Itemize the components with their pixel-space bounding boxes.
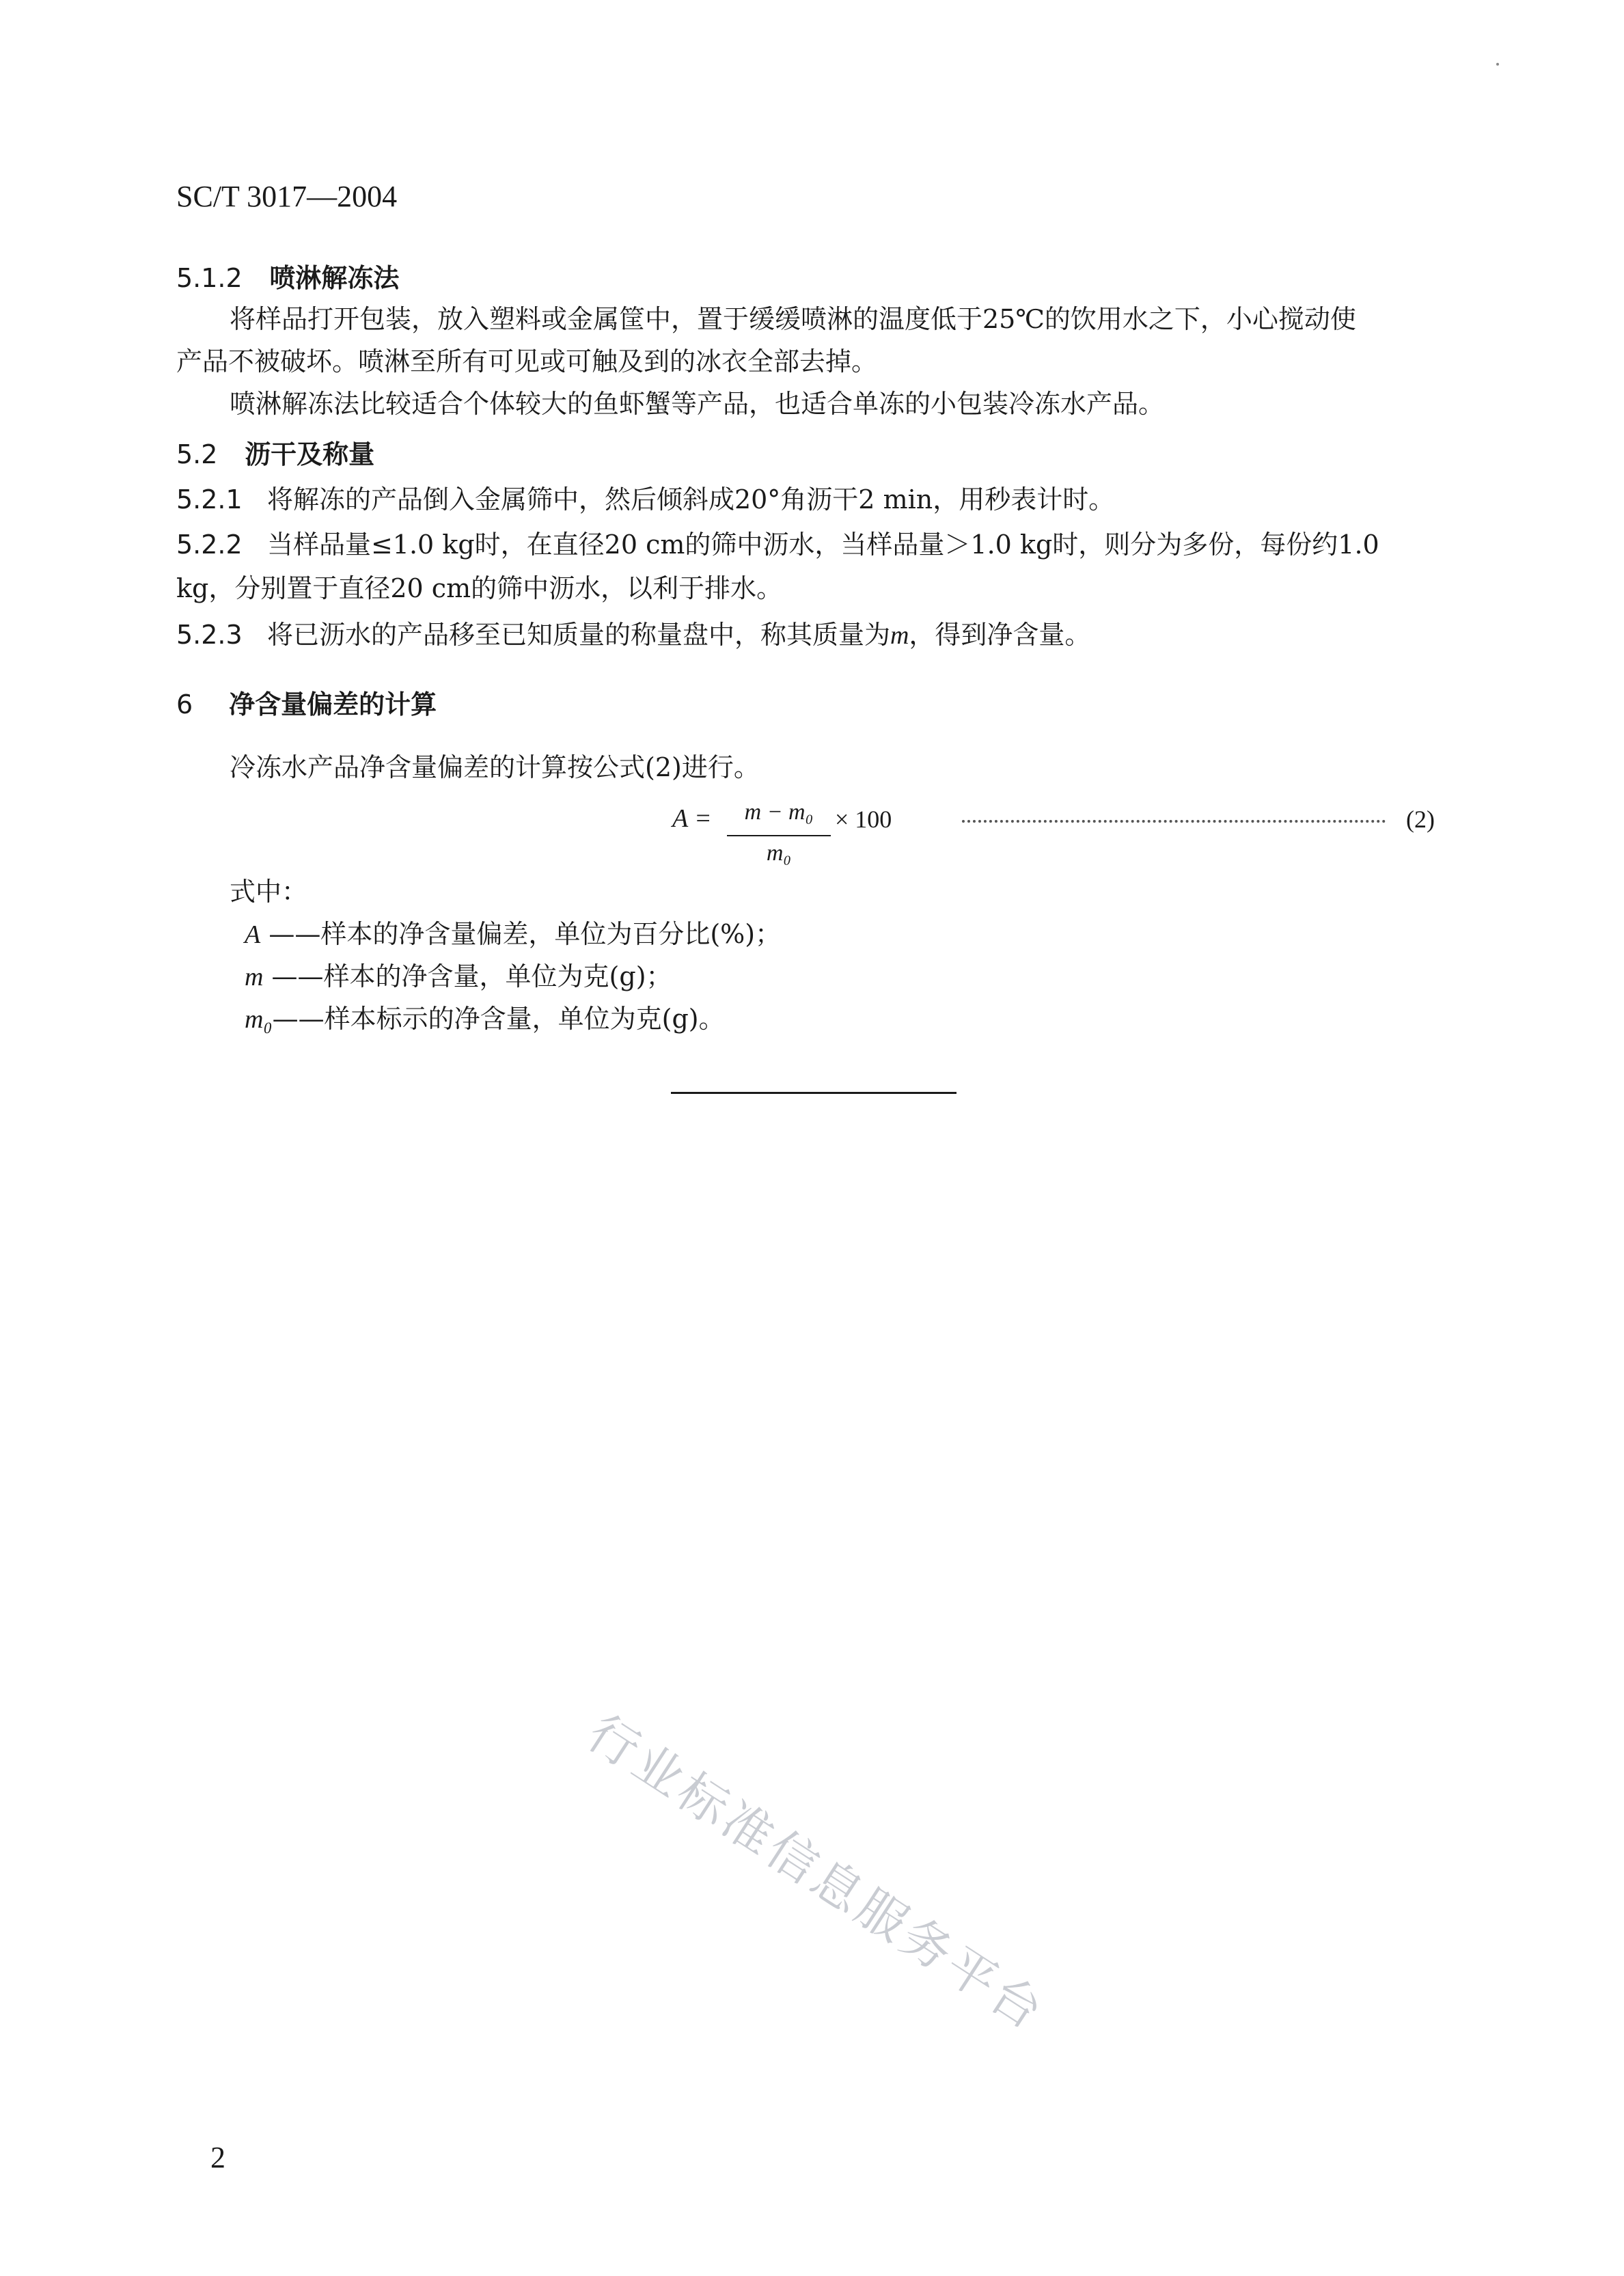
where-item (245, 955, 672, 993)
section-5-2-1 (176, 478, 1114, 516)
section-5-1-2-heading (176, 257, 399, 294)
formula-number: (2) (1406, 806, 1435, 833)
standard-code: SC/T 3017—2004 (176, 180, 398, 213)
paragraph-line: 将样品打开包装，放入塑料或金属筐中，置于缓缓喷淋的温度低于25℃的饮用水之下，小心搅动使 (230, 304, 1356, 334)
description: ——样本的净含量，单位为克(g)； (271, 961, 672, 991)
formula-numerator: m − m₀ (744, 799, 814, 825)
section-5-2-2 (176, 523, 1379, 561)
section-text: 当样品量≤1.0 kg时，在直径20 cm的筛中沥水，当样品量＞1.0 kg时，则分为多份，每份约1.0 (266, 530, 1379, 560)
paragraph-line: 产品不被破坏。喷淋至所有可见或可触及到的冰衣全部去掉。 (176, 346, 878, 376)
section-text: 将解冻的产品倒入金属筛中，然后倾斜成20°角沥干2 min，用秒表计时。 (266, 484, 1115, 515)
section-number: 5.1.2 (176, 263, 243, 293)
section-text: 将已沥水的产品移至已知质量的称量盘中，称其质量为 (266, 620, 890, 650)
section-6-heading (176, 683, 437, 721)
section-number: 5.2 (176, 439, 218, 469)
page-number: 2 (210, 2141, 225, 2174)
section-number: 5.2.2 (176, 530, 243, 560)
formula-denominator: m₀ (766, 840, 792, 866)
end-rule (671, 1092, 956, 1094)
where-item (245, 913, 781, 950)
symbol: m₀ (245, 1005, 273, 1034)
section-title: 沥干及称量 (245, 439, 375, 469)
description: ——样本的净含量偏差，单位为百分比(%)； (269, 919, 782, 949)
section-text: ，得到净含量。 (909, 620, 1091, 650)
section-number: 5.2.1 (176, 484, 243, 515)
variable-m: m (890, 621, 909, 650)
formula-lhs: A = (672, 804, 712, 833)
formula-multiplier: × 100 (835, 806, 892, 833)
section-number: 6 (176, 689, 193, 719)
section-5-2-3 (176, 614, 1090, 651)
section-5-2-heading (176, 433, 374, 471)
section-number: 5.2.3 (176, 620, 243, 650)
paragraph-line: kg，分别置于直径20 cm的筛中沥水，以利于排水。 (176, 573, 783, 603)
leader-dots (962, 804, 1386, 823)
symbol: A (245, 920, 261, 949)
formula-intro: 冷冻水产品净含量偏差的计算按公式(2)进行。 (230, 752, 760, 782)
description: ——样本标示的净含量，单位为克(g)。 (272, 1004, 725, 1034)
fraction-bar (727, 835, 831, 836)
where-label: 式中： (230, 877, 308, 907)
formula-fraction (727, 799, 831, 875)
symbol: m (245, 963, 264, 991)
scan-speck (1496, 63, 1499, 66)
section-title: 净含量偏差的计算 (229, 689, 437, 719)
section-title: 喷淋解冻法 (269, 263, 400, 293)
paragraph: 喷淋解冻法比较适合个体较大的鱼虾蟹等产品，也适合单冻的小包装冷冻水产品。 (230, 389, 1165, 419)
where-item (245, 998, 725, 1035)
watermark: 行业标准信息服务平台 (577, 1703, 1056, 2042)
